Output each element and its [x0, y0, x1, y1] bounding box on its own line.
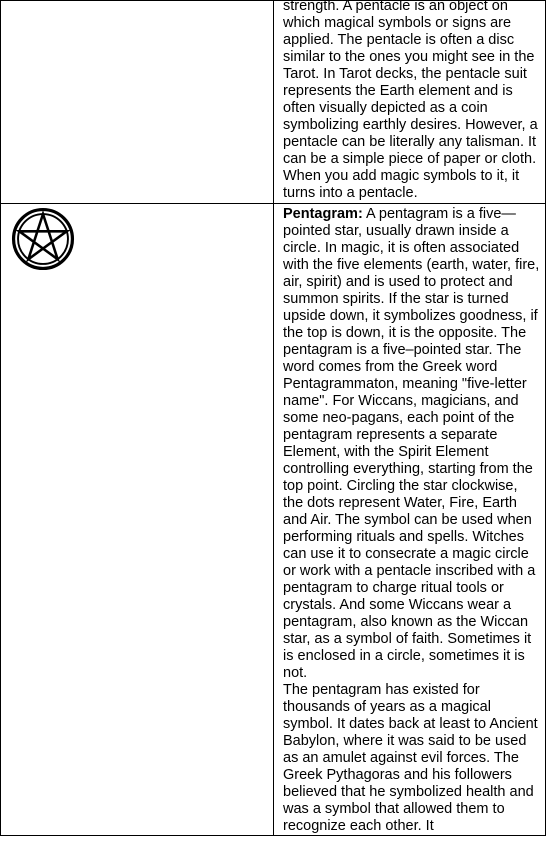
table-row [1, 1, 546, 204]
text-cell [274, 1, 546, 204]
pentagram-icon [11, 207, 75, 271]
pentacle-description: strength. A pentacle is an object on which magical symbols or signs are applied. The pentacle is often a disc similar to the ones you might see in the Tarot. In Tarot decks, the pentacle suit represents the Earth element and is often visually depicted as a coin symbolizing earthly desires. However, a pentacle can be literally any talisman. It can be a simple piece of paper or cloth. When you add magic symbols to it, it turns into a pentacle. [283, 0, 538, 201]
text-cell [274, 204, 546, 836]
pentagram-paragraph-1: A pentagram is a five—pointed star, usually drawn inside a circle. In magic, it is often associated with the five elements (earth, water, fire, air, spirit) and is used to protect and summon spirits. If the star is turned upside down, it symbolizes goodness, if the top is down, it is the opposite. The pentagram is a five–pointed star. The word comes from the Greek word Pentagrammaton, meaning "five-letter name". For Wiccans, magicians, and some neo-pagans, each point of the pentagram represents a separate Element, with the Spirit Element controlling everything, starting from the top point. Circling the star clockwise, the dots represent Water, Fire, Earth and Air. The symbol can be used when performing rituals and spells. Witches can use it to consecrate a magic circle or work with a pentacle inscribed with a pentagram to charge ritual tools or crystals. And some Wiccans wear a pentagram, also known as the Wiccan star, as a symbol of faith. Sometimes it is enclosed in a circle, sometimes it is not. [283, 206, 540, 681]
pentagram-description [274, 204, 545, 835]
table-row [1, 204, 546, 836]
image-cell [1, 204, 274, 836]
term-label: Pentagram: [283, 206, 363, 222]
pentagram-paragraph-2: The pentagram has existed for thousands of years as a magical symbol. It dates back at least to Ancient Babylon, where it was said to be used as an amulet against evil forces. The Greek Pythagoras and his followers believed that he symbolized health and was a symbol that allowed them to recognize each other. It [283, 682, 538, 834]
image-cell-empty [1, 1, 274, 204]
